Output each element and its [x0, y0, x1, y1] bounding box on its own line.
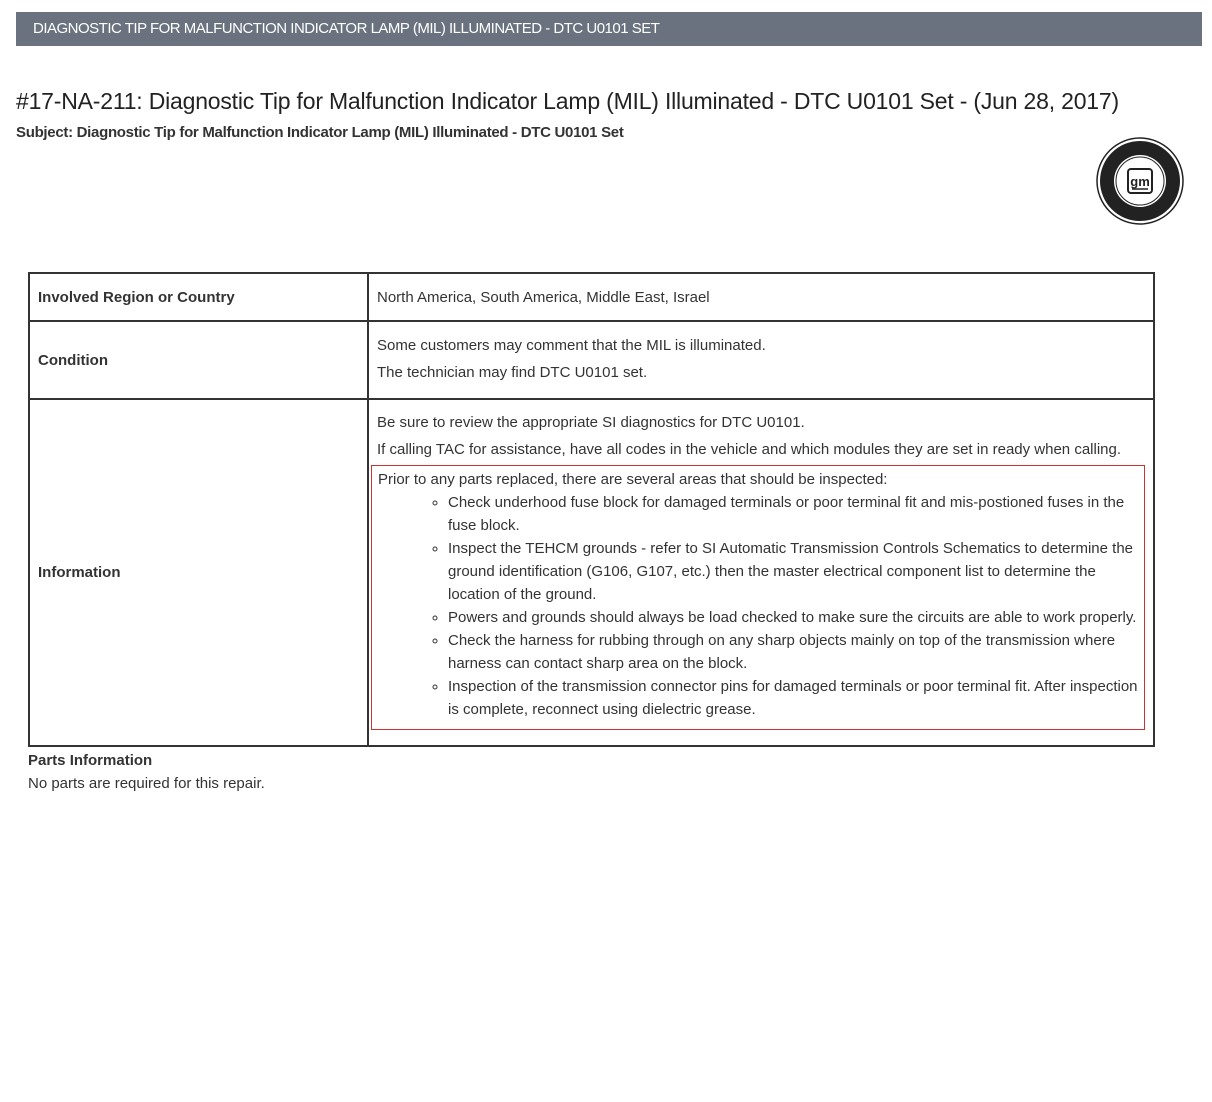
row-value [368, 399, 1154, 746]
list-item: ◦ Inspection of the transmission connector pins for damaged terminals or poor terminal fit. After inspection is complete, reconnect using dielectric grease. [448, 675, 1140, 721]
list-item: ◦ Check underhood fuse block for damaged terminals or poor terminal fit and mis-postioned fuses in the fuse block. [448, 491, 1140, 537]
parts-text: No parts are required for this repair. [28, 775, 265, 792]
inspection-intro: Prior to any parts replaced, there are several areas that should be inspected: [378, 471, 888, 488]
bulletin-table [28, 272, 1155, 747]
gm-service-seal-logo [1096, 137, 1184, 225]
page-title: #17-NA-211: Diagnostic Tip for Malfunction Indicator Lamp (MIL) Illuminated - DTC U0101 Set - (Jun 28, 2017) [16, 88, 1119, 114]
condition-line: The technician may find DTC U0101 set. [377, 364, 648, 381]
list-item: ◦ Inspect the TEHCM grounds - refer to SI Automatic Transmission Controls Schematics to determine the ground identification (G106, G107, etc.) then the master electrical component list to determine the location of the ground. [448, 537, 1140, 606]
list-item: ◦ Powers and grounds should always be load checked to make sure the circuits are able to work properly. [448, 606, 1140, 629]
info-line: Be sure to review the appropriate SI diagnostics for DTC U0101. [377, 414, 805, 431]
parts-heading: Parts Information [28, 752, 153, 769]
table-row-information [29, 399, 1154, 746]
info-line: If calling TAC for assistance, have all codes in the vehicle and which modules they are set in ready when calling. [377, 441, 1122, 458]
row-value [368, 321, 1154, 399]
condition-line: Some customers may comment that the MIL is illuminated. [377, 337, 766, 354]
svg-text:gm: gm [1130, 174, 1150, 189]
inspection-box [371, 465, 1145, 730]
inspection-list [378, 491, 1140, 721]
parts-information [28, 749, 265, 795]
row-label: Information [29, 399, 368, 746]
table-row-condition [29, 321, 1154, 399]
row-label: Involved Region or Country [29, 273, 368, 321]
row-value: North America, South America, Middle East, Israel [368, 273, 1154, 321]
list-item: ◦ Check the harness for rubbing through on any sharp objects mainly on top of the transmission where harness can contact sharp area on the block. [448, 629, 1140, 675]
row-label: Condition [29, 321, 368, 399]
table-row-region [29, 273, 1154, 321]
header-banner: DIAGNOSTIC TIP FOR MALFUNCTION INDICATOR LAMP (MIL) ILLUMINATED - DTC U0101 SET [16, 12, 1202, 46]
subject-line: Subject: Diagnostic Tip for Malfunction Indicator Lamp (MIL) Illuminated - DTC U0101 Set [16, 124, 624, 141]
